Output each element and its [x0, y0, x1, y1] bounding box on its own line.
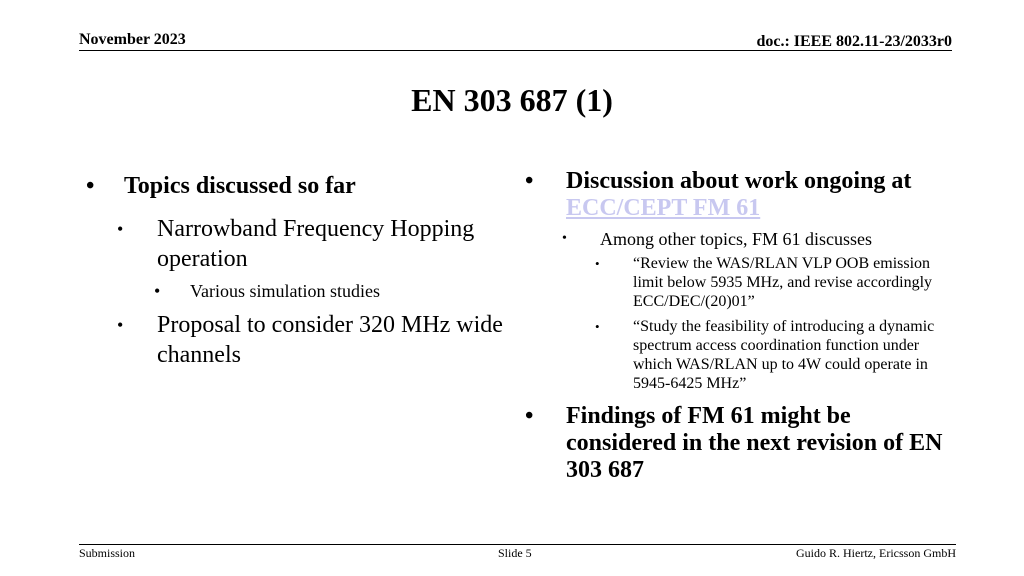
fm61-link[interactable]: ECC/CEPT FM 61	[566, 195, 761, 221]
slide-title: EN 303 687 (1)	[411, 82, 613, 118]
bullet-dot: •	[86, 173, 95, 199]
sub-bullet-text: Proposal to consider 320 MHz wide channels	[157, 312, 503, 368]
bullet-dot: •	[562, 231, 567, 246]
sub-sub-bullet-text: Various simulation studies	[190, 281, 380, 301]
bullet-findings	[525, 403, 945, 484]
footer-slide-number: Slide 5	[498, 546, 532, 560]
sub-bullet-text: Narrowband Frequency Hopping operation	[157, 216, 475, 272]
footer-divider	[79, 544, 956, 545]
bullet-dot: •	[117, 219, 124, 239]
bullet-dot: •	[525, 168, 534, 194]
sub-bullet-text: Among other topics, FM 61 discusses	[600, 229, 872, 249]
footer-author: Guido R. Hiertz, Ericsson GmbH	[796, 546, 956, 560]
bullet-text: Topics discussed so far	[124, 173, 356, 199]
bullet-discussion	[525, 168, 945, 222]
bullet-dot: •	[525, 403, 534, 429]
sub-bullet-fm61	[525, 228, 945, 250]
bullet-dot: •	[595, 256, 600, 271]
bullet-dot: •	[117, 315, 124, 335]
quote-review	[525, 254, 945, 311]
sub-bullet-320mhz	[86, 310, 506, 370]
sub-bullet-nfh	[86, 214, 506, 274]
bullet-text: Discussion about work ongoing at	[566, 168, 912, 194]
header-date: November 2023	[79, 31, 186, 48]
left-column	[86, 172, 506, 370]
header-doc-id: doc.: IEEE 802.11-23/2033r0	[756, 33, 952, 50]
right-column	[525, 168, 945, 484]
bullet-text: Findings of FM 61 might be considered in the next revision of EN 303 687	[566, 403, 943, 483]
quote-text: “Review the WAS/RLAN VLP OOB emission limit below 5935 MHz, and revise accordingly ECC/DEC/(20)01”	[633, 255, 933, 310]
bullet-topics	[86, 172, 506, 200]
bullet-dot: •	[595, 319, 600, 334]
bullet-dot: •	[154, 281, 161, 301]
quote-text: “Study the feasibility of introducing a dynamic spectrum access coordination function under which WAS/RLAN up to 4W could operate in 5945-6425 MHz”	[633, 318, 935, 392]
footer-submission: Submission	[79, 546, 136, 560]
header-divider	[79, 50, 952, 51]
sub-sub-bullet-sim	[86, 280, 506, 302]
quote-study	[525, 317, 945, 393]
